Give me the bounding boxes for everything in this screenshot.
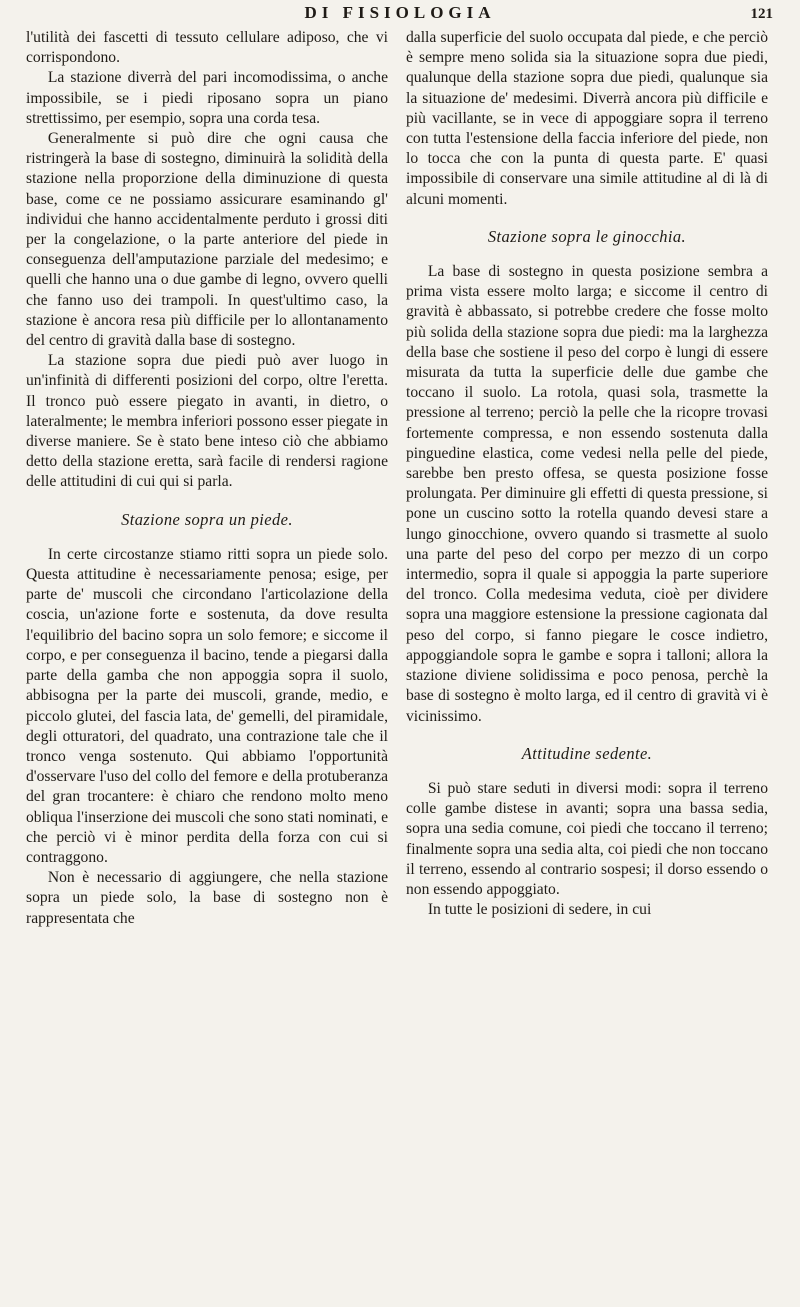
paragraph: Non è necessario di aggiungere, che nella stazione sopra un piede solo, la base di sostegno non è rappresentata che <box>26 869 388 927</box>
paragraph: In tutte le posizioni di sedere, in cui <box>427 901 652 919</box>
paragraph: Si può stare seduti in diversi modi: sopra il terreno colle gambe distese in avanti; sopra una bassa sedia, sopra una sedia comune, coi piedi che toccano il terreno; finalmente sopra una sedia alta, coi piedi che non toccano il terreno, essendo al contrario sospesi; il dorso essendo o non essendo appoggiato. <box>406 779 768 898</box>
right-column <box>406 28 768 920</box>
section-heading: Stazione sopra un piede. <box>121 509 293 529</box>
paragraph: La base di sostegno in questa posizione sembra a prima vista essere molto larga; e siccome il centro di gravità è abbassato, si potrebbe credere che fosse molto più solida della stazione sopra due piedi: ma la larghezza della base che sostiene il peso del corpo è lungi di essere misurata da tutta la superficie delle due gambe che toccano il suolo. La rotola, quasi sola, trasmette la pressione al terreno; perciò la pelle che la ricopre trovasi fortemente compressa, e non essendo sostenuta dalla pinguedine elastica, come vedesi nella pelle del piede, sarebbe ben presto offesa, se questa posizione fosse prolungata. Per diminuire gli effetti di questa pressione, si pone un cuscino sotto la rotella quando devesi stare a lungo ginocchione, ovvero quando si trasmette al suolo una parte del peso del corpo per mezzo di un corpo intermedio, sopra il quale si appoggia la parte superiore del tronco. Colla medesima veduta, cioè per dividere sopra una maggiore estensione la pressione cagionata dal peso del corpo, si fanno piegare le cosce indietro, appoggiandole sopra le gambe e sopra i talloni; allora la stazione diviene solidissima e poco penosa, perchè la base di sostegno è molto larga, ed il centro di gravità vi è vicinissimo. <box>406 263 768 725</box>
running-head <box>0 0 800 30</box>
paragraph: dalla superficie del suolo occupata dal piede, e che perciò è sempre meno solida sia la situazione sopra due piedi, qualunque della stazione sopra due piedi, qualunque sia la situazione de' medesimi. Diverrà ancora più difficile e più vacillante, se in vece di appoggiare sopra il terreno con tutta l'estensione della faccia inferiore del piede, non lo tocca che con la punta di questa parte. E' quasi impossibile di conservare una simile attitudine al di là di alcuni momenti. <box>406 29 768 208</box>
section-heading: Attitudine sedente. <box>521 743 653 763</box>
section-heading: Stazione sopra le ginocchia. <box>487 226 687 246</box>
page-number: 121 <box>750 6 773 22</box>
paragraph: La stazione sopra due piedi può aver luogo in un'infinità di differenti posizioni del corpo, oltre l'eretta. Il tronco può essere piegato in avanti, in dietro, o lateralmente; le membra inferiori possono esser piegate in diverse maniere. Se è stato bene inteso ciò che abbiamo detto della stazione eretta, sarà facile di rendersi ragione delle attitudini di cui qui si parla. <box>26 352 388 491</box>
paragraph: In certe circostanze stiamo ritti sopra un piede solo. Questa attitudine è necessariamente penosa; esige, per parte de' muscoli che circondano l'articolazione della coscia, un'azione forte e sostenuta, da dove resulta l'equilibrio del bacino sopra un solo femore; e siccome il corpo, e per conseguenza il bacino, tende a piegarsi dalla parte della gamba che non appoggia sopra il suolo, abbisogna per la parte dei muscoli, grande, medio, e piccolo glutei, del fascia lata, de' gemelli, del piramidale, degli otturatori, del quadrato, una contrazione tale che il tronco venga sostenuto. Qui abbiamo l'opportunità d'osservare l'uso del collo del femore e della protuberanza del gran trocantere: è chiaro che rendono molto meno obliqua l'inserzione dei muscoli che sono stati nominati, e che perciò vi è minor perdita della forza con cui si contraggono. <box>26 545 388 866</box>
paragraph: l'utilità dei fascetti di tessuto cellulare adiposo, che vi corrispondono. <box>26 29 388 67</box>
paragraph: La stazione diverrà del pari incomodissima, o anche impossibile, se i piedi riposano sopra un piano strettissimo, per esempio, sopra una corda tesa. <box>26 69 388 127</box>
left-column <box>26 28 388 929</box>
running-head-title: DI FISIOLOGIA <box>304 3 496 22</box>
paragraph: Generalmente si può dire che ogni causa che ristringerà la base di sostegno, diminuirà la solidità della stazione nella proporzione della diminuzione di questa base, come ce ne possiamo assicurare esaminando gl' individui che hanno accidentalmente perduto i grossi diti per la congelazione, o la parte anteriore del piede in conseguenza dell'amputazione parziale del medesimo; e quelli che hanno una o due gambe di legno, ovvero quelli che fanno uso dei trampoli. In quest'ultimo caso, la stazione è ancora resa più difficile per lo allontanamento del centro di gravità dalla base di sostegno. <box>26 130 388 350</box>
